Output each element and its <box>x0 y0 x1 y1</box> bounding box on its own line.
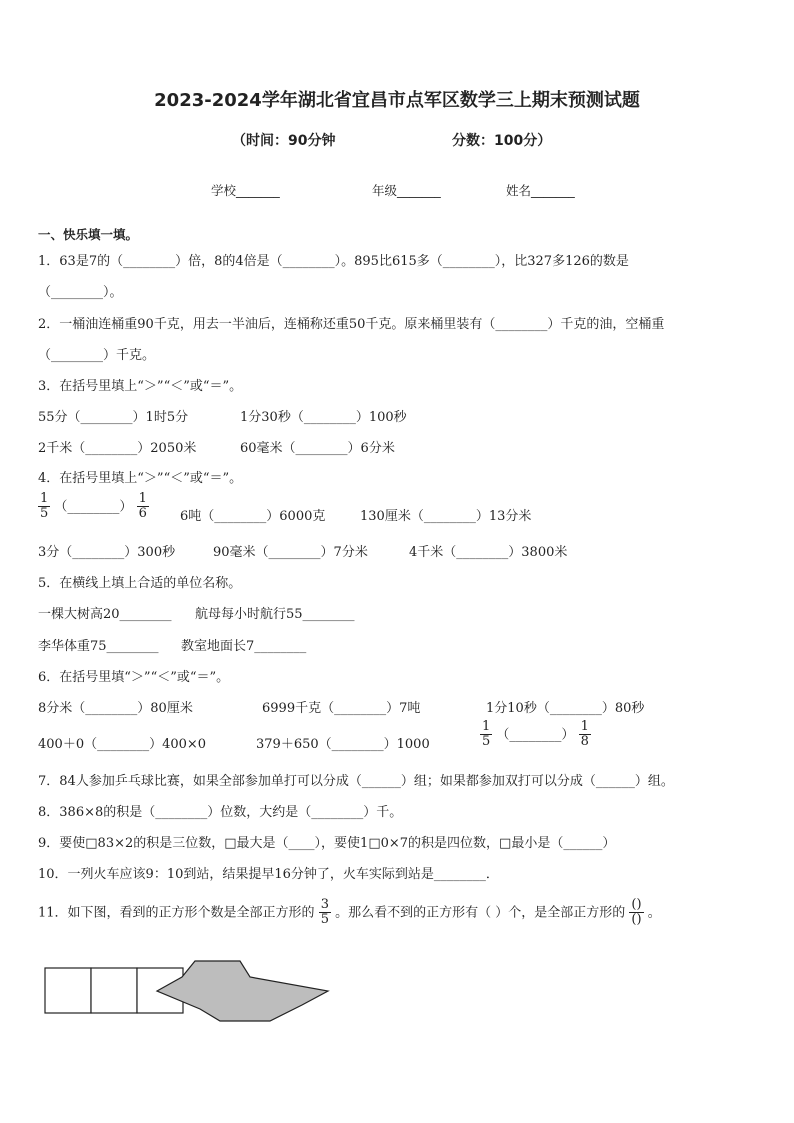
question-6-item: 400＋0（________）400×0 <box>38 737 207 752</box>
question-4-item: 130厘米（________）13分米 <box>360 509 532 524</box>
question-3-item: 60毫米（________）6分米 <box>240 441 395 456</box>
question-6-heading: 6．在括号里填“＞”“＜”或“＝”。 <box>38 670 230 685</box>
question-4-heading: 4．在括号里填上“＞”“＜”或“＝”。 <box>38 471 243 486</box>
question-1-line-1: 1．63是7的（________）倍，8的4倍是（________）。895比615多（________），比327多126的数是 <box>38 254 629 269</box>
question-3-heading: 3．在括号里填上“＞”“＜”或“＝”。 <box>38 379 243 394</box>
question-5-item: 航母每小时航行55________ <box>195 607 355 622</box>
question-4-item: 90毫米（________）7分米 <box>213 545 368 560</box>
question-6-item: 6999千克（________）7吨 <box>262 701 421 716</box>
question-5-item: 李华体重75________ <box>38 639 159 654</box>
question-5-item: 教室地面长7________ <box>181 639 307 654</box>
square <box>91 968 137 1013</box>
question-6-item: 8分米（________）80厘米 <box>38 701 193 716</box>
question-4-item: 3分（________）300秒 <box>38 545 176 560</box>
question-4-fraction-compare: $\frac{1}{5}$ （________） $\frac{1}{6}$ <box>40 491 147 522</box>
question-4-item: 4千米（________）3800米 <box>409 545 568 560</box>
question-2-line-2: （________）千克。 <box>38 348 156 363</box>
question-8: 8．386×8的积是（________）位数，大约是（________）千。 <box>38 805 403 820</box>
question-7: 7．84人参加乒乓球比赛，如果全部参加单打可以分成（______）组；如果都参加双打可以分成（______）组。 <box>38 774 674 789</box>
question-10: 10．一列火车应该9：10到站，结果提早16分钟了，火车实际到站是________． <box>38 867 499 882</box>
question-3-item: 2千米（________）2050米 <box>38 441 197 456</box>
question-2-line-1: 2．一桶油连桶重90千克，用去一半油后，连桶称还重50千克。原来桶里装有（________）千克的油，空桶重 <box>38 317 665 332</box>
fraction: $\frac{1}{5}$ <box>482 719 491 750</box>
question-11: 11．如下图，看到的正方形个数是全部正方形的 $\frac{3}{5}$ 。那么看不到的正方形有（ ）个，是全部正方形的 $\frac{()}{()}$ 。 <box>38 897 661 928</box>
question-6-fraction-compare: $\frac{1}{5}$ （________） $\frac{1}{8}$ <box>482 719 589 750</box>
question-6-item: 379＋650（________）1000 <box>256 737 430 752</box>
time-label: （时间：90分钟 <box>232 133 336 149</box>
question-4-item: 6吨（________）6000克 <box>180 509 326 524</box>
page-title: 2023-2024学年湖北省宜昌市点军区数学三上期末预测试题 <box>154 90 640 111</box>
score-label: 分数：100分） <box>452 133 552 149</box>
name-field: 姓名_______ <box>506 183 575 198</box>
question-5-item: 一棵大树高20________ <box>38 607 172 622</box>
fraction: $\frac{1}{5}$ <box>40 491 49 522</box>
squares-figure <box>40 955 340 1030</box>
question-3-item: 55分（________）1时5分 <box>38 410 189 425</box>
question-5-heading: 5．在横线上填上合适的单位名称。 <box>38 576 242 591</box>
grade-field: 年级_______ <box>372 183 441 198</box>
fraction: $\frac{3}{5}$ <box>320 897 329 928</box>
square <box>45 968 91 1013</box>
question-3-item: 1分30秒（________）100秒 <box>240 410 407 425</box>
fraction: $\frac{1}{8}$ <box>580 719 589 750</box>
fraction: $\frac{()}{()}$ <box>631 897 642 928</box>
question-9: 9．要使□83×2的积是三位数，□最大是（____），要使1□0×7的积是四位数，□最小是（______） <box>38 836 616 851</box>
section-heading: 一、快乐填一填。 <box>38 227 139 242</box>
school-field: 学校_______ <box>211 183 280 198</box>
fraction: $\frac{1}{6}$ <box>138 491 147 522</box>
question-6-item: 1分10秒（________）80秒 <box>486 701 645 716</box>
question-1-line-2: （________）。 <box>38 285 123 300</box>
